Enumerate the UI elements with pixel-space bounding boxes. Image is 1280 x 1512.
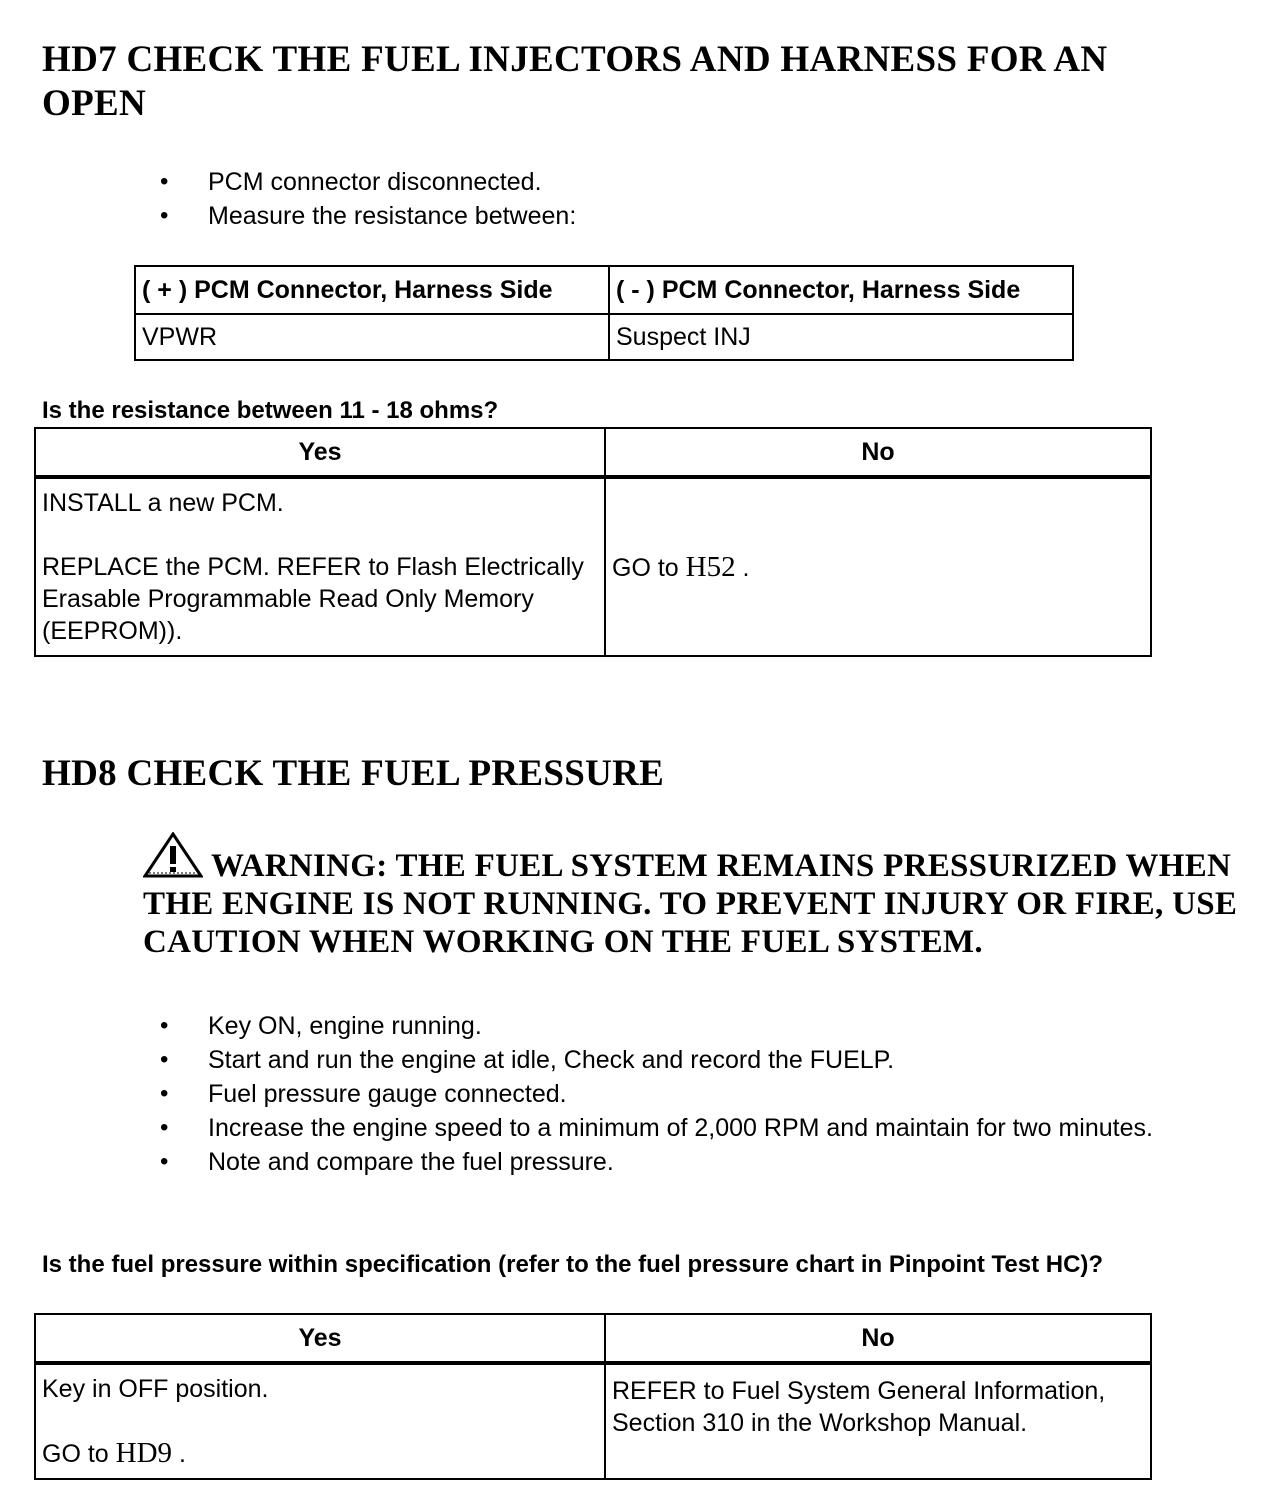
positive-connector-header: ( + ) PCM Connector, Harness Side xyxy=(135,266,609,314)
list-item: • Increase the engine speed to a minimum of 2,000 RPM and maintain for two minutes. xyxy=(160,1111,1160,1145)
hd8-no-cell: REFER to Fuel System General Information, Section 310 in the Workshop Manual. xyxy=(605,1363,1151,1479)
no-header: No xyxy=(605,1314,1151,1363)
no-prefix: GO to xyxy=(612,553,686,582)
connector-measurement-table xyxy=(134,265,1074,361)
yes-prefix: GO to xyxy=(42,1440,116,1468)
list-item: • Note and compare the fuel pressure. xyxy=(160,1145,1160,1179)
yes-action-install: INSTALL a new PCM. xyxy=(42,489,284,517)
yes-action-key-off: Key in OFF position. xyxy=(42,1375,269,1403)
negative-connector-header: ( - ) PCM Connector, Harness Side xyxy=(609,266,1073,314)
hd7-question: Is the resistance between 11 - 18 ohms? xyxy=(42,397,499,424)
list-item: • Measure the resistance between: xyxy=(160,199,1160,233)
hd8-question: Is the fuel pressure within specification (refer to the fuel pressure chart in Pinpoint Test HC)? xyxy=(42,1251,1104,1278)
warning-triangle-icon xyxy=(143,832,203,878)
hd7-yes-cell xyxy=(35,477,605,656)
no-header: No xyxy=(605,428,1151,477)
fuel-system-warning xyxy=(143,832,1253,961)
hd8-step-list xyxy=(160,1009,1160,1179)
hd7-section-title xyxy=(42,38,1242,126)
yes-action-replace: REPLACE the PCM. REFER to Flash Electrically Erasable Programmable Read Only Memory (EEPROM)). xyxy=(42,553,584,645)
list-item: • Key ON, engine running. xyxy=(160,1009,1160,1043)
positive-pin-cell: VPWR xyxy=(135,314,609,360)
hd7-title-line-1: HD7 CHECK THE FUEL INJECTORS AND HARNESS FOR AN xyxy=(42,39,1108,80)
goto-hd9-link[interactable]: HD9 xyxy=(115,1437,173,1469)
hd7-no-cell xyxy=(605,477,1151,656)
yes-header: Yes xyxy=(35,1314,605,1363)
list-item: • Fuel pressure gauge connected. xyxy=(160,1077,1160,1111)
hd8-title: HD8 CHECK THE FUEL PRESSURE xyxy=(42,753,665,794)
yes-header: Yes xyxy=(35,428,605,477)
hd8-result-table xyxy=(34,1313,1152,1480)
hd7-title-line-2: OPEN xyxy=(42,83,146,124)
hd7-step-list xyxy=(160,165,1160,233)
list-item: • Start and run the engine at idle, Check and record the FUELP. xyxy=(160,1043,1160,1077)
yes-suffix: . xyxy=(172,1440,186,1468)
list-item: • PCM connector disconnected. xyxy=(160,165,1160,199)
hd7-result-table xyxy=(34,427,1152,657)
goto-h52-link[interactable]: H52 xyxy=(685,550,736,583)
negative-pin-cell: Suspect INJ xyxy=(609,314,1073,360)
warning-text: WARNING: THE FUEL SYSTEM REMAINS PRESSURIZED WHEN THE ENGINE IS NOT RUNNING. TO PREVENT INJURY OR FIRE, USE CAUTION WHEN WORKING ON THE FUEL SYSTEM. xyxy=(143,848,1238,960)
hd8-yes-cell xyxy=(35,1363,605,1479)
no-suffix: . xyxy=(735,553,750,582)
